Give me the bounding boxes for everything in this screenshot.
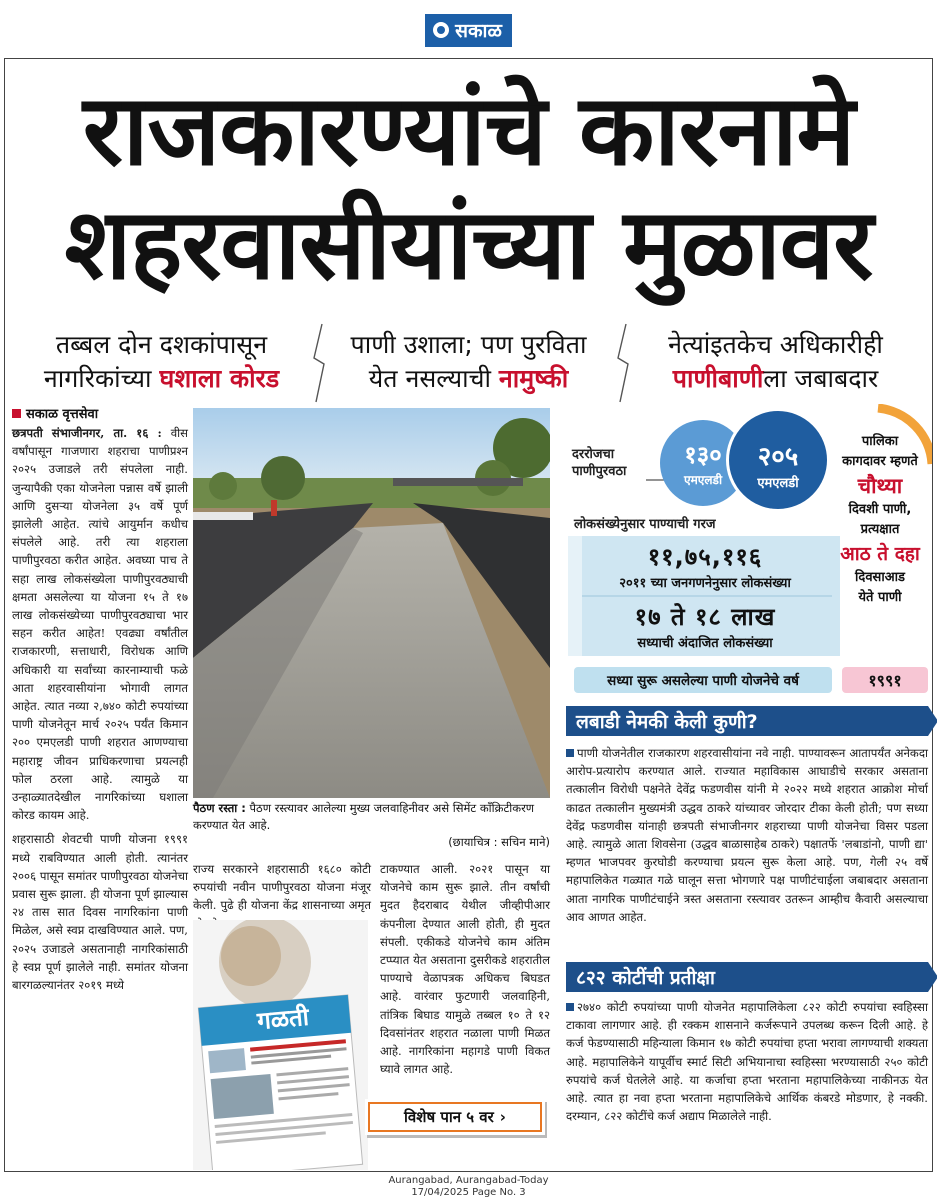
subheadline-2-line1: पाणी उशाला; पण पुरविता [350, 330, 587, 359]
subheadline-3-line2 [622, 362, 929, 396]
article-column-3: टाकण्यात आली. २०२१ पासून या योजनेचे काम सुरू झाले. तीन वर्षांची मुदत हैदराबाद येथील जीव्हीपीआर कंपनीला देण्यात आली होती, ही मुदत संपली. एकीकडे योजनेचे काम अंतिम टप्प्यात येत असताना दुसरीकडे शहरातील पाण्याचे वेळापत्रक अधिकच बिघडत आहे. वारंवार फुटणारी जलवाहिनी, तांत्रिक बिघाड यामुळे तब्बल १० ते १२ दिवसांनंतर शहरात नळाला पाणी मिळत आहे. नागरिकांना महागडे पाणी विकत घ्यावे लागत आहे. [380, 862, 550, 1077]
pop-now-label: सध्याची अंदाजित लोकसंख्या [637, 636, 773, 651]
caption-lead: पैठण रस्ता : [193, 801, 246, 815]
side-l3: दिवशी पाणी, [848, 502, 912, 517]
need-value: २०५ [757, 442, 799, 472]
need-unit: एमएलडी [757, 476, 799, 491]
sakal-logo[interactable] [425, 14, 512, 47]
chevron-right-icon: › [499, 1108, 506, 1126]
side-l4: प्रत्यक्षात [860, 522, 900, 537]
pop-now-block [574, 600, 836, 651]
section-2-text: २७४० कोटी रुपयांच्या पाणी योजनेत महापालिकेला ८२२ कोटी रुपयांचा स्वहिस्सा टाकावा लागणार आहे. ही रक्कम शासनाने कर्जरूपाने उपलब्ध करून दिली आहे. हे कर्ज फेडण्यासाठी महिन्याला किमान १७ कोटी रुपयांचा हप्ता भरावा लागण्याची शक्यता आहे. महापालिकेने यापूर्वीच स्मार्ट सिटी अभियानाचा स्वहिस्सा भरण्यासाठी २५० कोटी रुपयांचे कर्ज घेतलेले आहे. या कर्जाचा हप्ता भरताना महापालिकेच्या नाकीनऊ येत आहे. त्यात हा नवा हप्ता भरताना महापालिकेचे आर्थिक कंबरडे मोडणार, हे नक्की. दरम्यान, ८२२ कोटींचे कर्ज अद्याप मिळालेले नाही. [566, 1000, 928, 1124]
photo-caption [193, 800, 550, 851]
supply-value: १३० [684, 441, 722, 469]
concrete-canal-photo-icon [193, 408, 550, 798]
galti-series-promo[interactable] [193, 920, 368, 1170]
photo-credit: (छायाचित्र : सचिन माने) [448, 835, 550, 849]
daily-supply-label: दररोजचा पाणीपुरवठा [572, 447, 627, 479]
side-l2: कागदावर म्हणते [842, 454, 918, 469]
square-bullet-icon [566, 749, 574, 757]
article-para1-text: वीस वर्षांपासून गाजणारा शहराचा पाणीप्रश्‍न २०२५ उजाडले तरी संपलेला नाही. जुन्यापैकी एका योजनेला पन्नास वर्षे झाली आणि दुसऱ्या योजनेला ३५ वर्षे पूर्ण झालेली आहेत. त्यांचे आयुर्मान कधीच संपलेले आहे. तरी त्या शहराला पाणीपुरवठा करीत आहेत. अवघ्या पाच ते सहा लाख लोकसंख्येला पाणीपुरवठ्याची क्षमता असलेल्या या योजना १५ ते १७ लाख लोकसंख्येच्या पाणीपुरवठ्याचा भार सहन करीत आहेत! एवढ्या वर्षांतील राजकारणी, सत्ताधारी, विरोधक आणि अधिकारी या सर्वांच्या कारनाम्याची फळे आता शहरवासीयांना भोगावी लागत आहेत. त्यात नव्या २,७४० कोटी रुपयांच्या पाणी योजनेतून मार्च २०२५ पर्यंत किमान २०० एमएलडी पाणी शहरात आणण्याचा महाराष्ट्र जीवन प्राधिकरणाचा प्रयत्नही फोल ठरला आहे. त्यामुळे या उन्हाळ्यातदेखील नागरिकांच्या घशाला कोरड कायम आहे. [12, 426, 188, 823]
headline-line-2: शहरवासीयांच्या मुळावर [64, 188, 873, 302]
side-red2: आठ ते दहा [840, 543, 920, 565]
scheme-year-value: १९९१ [842, 667, 928, 693]
square-bullet-icon [12, 409, 21, 418]
pop2011-label: २०११ च्या जनगणनेनुसार लोकसंख्या [619, 576, 791, 591]
side-l1: पालिका [861, 434, 899, 449]
subheadline-1-line1: तब्बल दोन दशकांपासून [55, 330, 268, 359]
section-1-text: पाणी योजनेतील राजकारण शहरवासीयांना नवे नाही. पाण्यावरून आतापर्यंत अनेकदा आरोप-प्रत्यारोप करण्यात आले. राज्यात महाविकास आघाडीचे सरकार असताना तत्कालीन विरोधी पक्षनेते देवेंद्र फडणवीस यांनी मे २०२२ मध्ये शहरात आक्रोश मोर्चा काढत तत्कालीन मुख्यमंत्री उद्धव ठाकरे यांच्यावर जोरदार टीका केली होती; पण सध्या देवेंद्र फडणवीस यांनाही छत्रपती संभाजीनगर शहराच्या पाणी योजनेचा विसर पडला आहे. त्यामुळे आता शिवसेना (उद्धव बाळासाहेब ठाकरे) पक्षातर्फे 'लबाडांनो, पाणी द्या' म्हणत भाजपवर कुरघोडी करण्याचा प्रयत्न सुरू केला आहे. पण, गेली २५ वर्षे महापालिकेत गळ्यात गळे घालून सत्ता भोगणारे पक्ष पाणीटंचाईला जबाबदार असताना आता नागरिक पाणीटंचाईने त्रस्त असताना रस्त्यावर उतरून आम्हीच कैवारी असल्याचा आव आणत आहेत. [566, 746, 928, 924]
subheadline-2-plain: येत नसल्याची [368, 364, 499, 393]
pipeline-photo [193, 408, 550, 798]
side-l5: दिवसाआड [855, 570, 905, 585]
article-paragraph-2: शहरासाठी शेवटची पाणी योजना १९९१ मध्ये राबविण्यात आली होती. त्यानंतर २००६ पासून समांतर पाणीपुरवठा योजनेचा प्रवास सुरू झाला. ही योजना पूर्ण झाल्यास २४ तास सात दिवस नागरिकांना पाणी मिळेल, असे स्वप्न दाखविण्यात आले. पण, २०२५ उजाडले असतानाही नागरिकांसाठी हे स्वप्न पूर्ण झालेले नाही. समांतर योजना बारगळल्यानंतर २०१९ मध्ये [12, 832, 188, 993]
logo-text: सकाळ [455, 20, 502, 42]
continued-label: विशेष पान ५ वर [404, 1108, 494, 1126]
byline-text: सकाळ वृत्तसेवा [26, 407, 99, 422]
subheadline-3 [622, 320, 929, 406]
section-1-body [566, 744, 928, 926]
pop2011-value: ११,७५,११६ [647, 543, 763, 571]
pop2011-block [574, 540, 836, 591]
subheadline-1-red: घशाला कोरड [159, 364, 280, 393]
square-bullet-icon [566, 1003, 574, 1011]
caption-text: पैठण रस्त्यावर आलेल्या मुख्य जलवाहिनीवर असे सिमेंट कॉंक्रिटीकरण करण्यात येत आहे. [193, 801, 535, 832]
subheadline-1 [8, 320, 315, 406]
pop-now-value: १७ ते १८ लाख [634, 603, 776, 631]
need-bubble [726, 408, 830, 512]
sun-logo-icon [433, 22, 449, 38]
side-red1: चौथ्या [857, 474, 903, 498]
section-2-body [566, 998, 928, 1125]
headline-line-1: राजकारण्यांचे कारनामे [82, 74, 855, 188]
subheadline-2 [315, 320, 622, 406]
article-column-1 [12, 424, 188, 1172]
need-label: लोकसंख्येनुसार पाण्याची गरज [574, 517, 716, 532]
schedule-sidebar [828, 432, 932, 608]
section-heading-who-lied: लबाडी नेमकी केली कुणी? [566, 706, 928, 736]
footer-edition: Aurangabad, Aurangabad-Today [388, 1175, 549, 1186]
subheadline-1-line2 [8, 362, 315, 396]
article-column-2: राज्य सरकारने शहरासाठी १६८० कोटी रुपयांची नवीन पाणीपुरवठा योजना मंजूर केली. पुढे ही योजना केंद्र शासनाच्या अमृत [193, 862, 371, 913]
promo-masthead: गळती [256, 1002, 310, 1036]
dateline: छत्रपती संभाजीनगर, ता. १६ : [12, 426, 162, 440]
masthead [0, 0, 937, 56]
subheadline-3-red: पाणीबाणी [672, 364, 764, 393]
side-l6: येते पाणी [858, 590, 902, 605]
scheme-year-label: सध्या सुरू असलेल्या पाणी योजनेचे वर्ष [574, 667, 832, 693]
byline [12, 404, 98, 422]
subheadline-3-line1: नेत्यांइतकेच अधिकारीही [668, 330, 883, 359]
subheadline-row [8, 320, 929, 406]
footer-date-page: 17/04/2025 Page No. 3 [411, 1187, 526, 1198]
supply-unit: एमएलडी [683, 473, 723, 487]
continued-page-5-button[interactable] [368, 1102, 542, 1132]
article-paragraph-1 [12, 424, 188, 824]
section-heading-822-crore: ८२२ कोटींची प्रतीक्षा [566, 962, 928, 992]
page-footer [0, 1175, 937, 1199]
subheadline-3-tail: ला जबाबदार [763, 364, 879, 393]
newspaper-promo-icon [193, 920, 368, 1170]
water-infographic [560, 404, 932, 700]
subheadline-1-plain: नागरिकांच्या [43, 364, 160, 393]
subheadline-2-red: नामुष्की [498, 364, 569, 393]
subheadline-2-line2 [315, 362, 622, 396]
